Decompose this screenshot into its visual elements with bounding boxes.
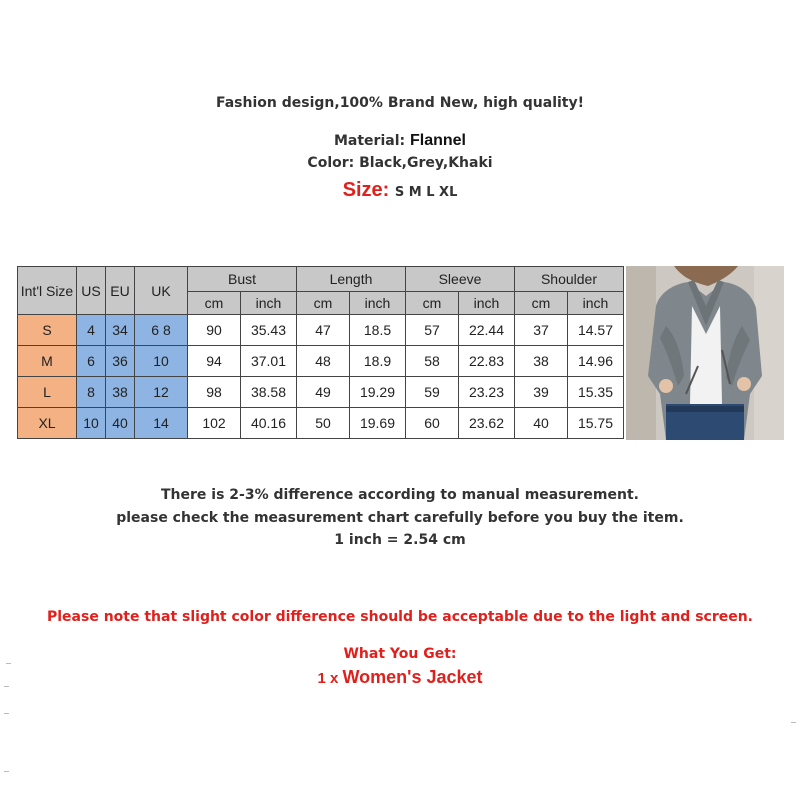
unit-cell: cm [188,292,241,315]
cell-value: 19.69 [350,408,406,439]
product-photo [626,266,784,440]
table-row [18,377,624,408]
edge-mark [4,713,9,714]
size-chart-table [17,266,624,439]
edge-mark [791,722,796,723]
conversion-note: 1 inch = 2.54 cm [334,532,466,548]
unit-cell: cm [406,292,459,315]
cell-intl-size: M [18,346,77,377]
cell-uk: 6 8 [135,315,188,346]
table-header-row [18,267,624,292]
cell-value: 48 [297,346,350,377]
cell-value: 47 [297,315,350,346]
quantity-text: 1 x [317,670,343,687]
cell-value: 38.58 [241,377,297,408]
cell-intl-size: XL [18,408,77,439]
color-line: Color: Black,Grey,Khaki [307,155,493,171]
table-row [18,315,624,346]
header-eu: EU [106,267,135,315]
header-length: Length [297,267,406,292]
header-intl-size: Int'l Size [18,267,77,315]
jacket-model-image [626,266,784,440]
cell-value: 94 [188,346,241,377]
cell-value: 38 [515,346,568,377]
what-you-get-heading: What You Get: [343,646,457,662]
unit-cell: inch [241,292,297,315]
cell-uk: 14 [135,408,188,439]
unit-cell: cm [515,292,568,315]
cell-us: 4 [77,315,106,346]
header-sleeve: Sleeve [406,267,515,292]
cell-value: 50 [297,408,350,439]
table-row [18,346,624,377]
cell-value: 90 [188,315,241,346]
cell-value: 18.9 [350,346,406,377]
check-chart-note: please check the measurement chart carefully before you buy the item. [116,510,684,526]
cell-value: 19.29 [350,377,406,408]
cell-value: 37.01 [241,346,297,377]
cell-value: 40.16 [241,408,297,439]
cell-value: 40 [515,408,568,439]
cell-value: 59 [406,377,459,408]
unit-cell: inch [459,292,515,315]
unit-cell: inch [568,292,624,315]
edge-mark [4,771,9,772]
cell-value: 22.44 [459,315,515,346]
size-label: Size: [342,179,395,201]
material-value: Flannel [409,132,466,149]
color-difference-warning: Please note that slight color difference should be acceptable due to the light and screen. [46,609,753,625]
edge-mark [4,686,9,687]
cell-value: 23.23 [459,377,515,408]
measurement-note: There is 2-3% difference according to manual measurement. [161,487,639,503]
material-label: Material: [333,133,410,149]
cell-eu: 36 [106,346,135,377]
material-line [0,132,800,150]
cell-value: 35.43 [241,315,297,346]
intro-text: Fashion design,100% Brand New, high quality! [215,95,585,111]
cell-value: 49 [297,377,350,408]
cell-us: 10 [77,408,106,439]
header-us: US [77,267,106,315]
package-contents [0,667,800,688]
cell-value: 57 [406,315,459,346]
edge-mark [6,663,11,664]
cell-value: 98 [188,377,241,408]
cell-value: 14.96 [568,346,624,377]
cell-eu: 38 [106,377,135,408]
cell-eu: 40 [106,408,135,439]
cell-value: 14.57 [568,315,624,346]
header-bust: Bust [188,267,297,292]
cell-us: 6 [77,346,106,377]
cell-intl-size: L [18,377,77,408]
cell-value: 15.75 [568,408,624,439]
cell-value: 58 [406,346,459,377]
cell-value: 102 [188,408,241,439]
size-line [0,179,800,202]
cell-value: 60 [406,408,459,439]
cell-intl-size: S [18,315,77,346]
unit-cell: cm [297,292,350,315]
cell-value: 18.5 [350,315,406,346]
cell-value: 23.62 [459,408,515,439]
cell-value: 22.83 [459,346,515,377]
size-values: S M L XL [394,185,458,200]
cell-eu: 34 [106,315,135,346]
header-shoulder: Shoulder [515,267,624,292]
unit-cell: inch [350,292,406,315]
cell-value: 39 [515,377,568,408]
table-row [18,408,624,439]
cell-us: 8 [77,377,106,408]
cell-value: 15.35 [568,377,624,408]
cell-uk: 12 [135,377,188,408]
cell-uk: 10 [135,346,188,377]
item-name: Women's Jacket [342,667,483,687]
header-uk: UK [135,267,188,315]
cell-value: 37 [515,315,568,346]
